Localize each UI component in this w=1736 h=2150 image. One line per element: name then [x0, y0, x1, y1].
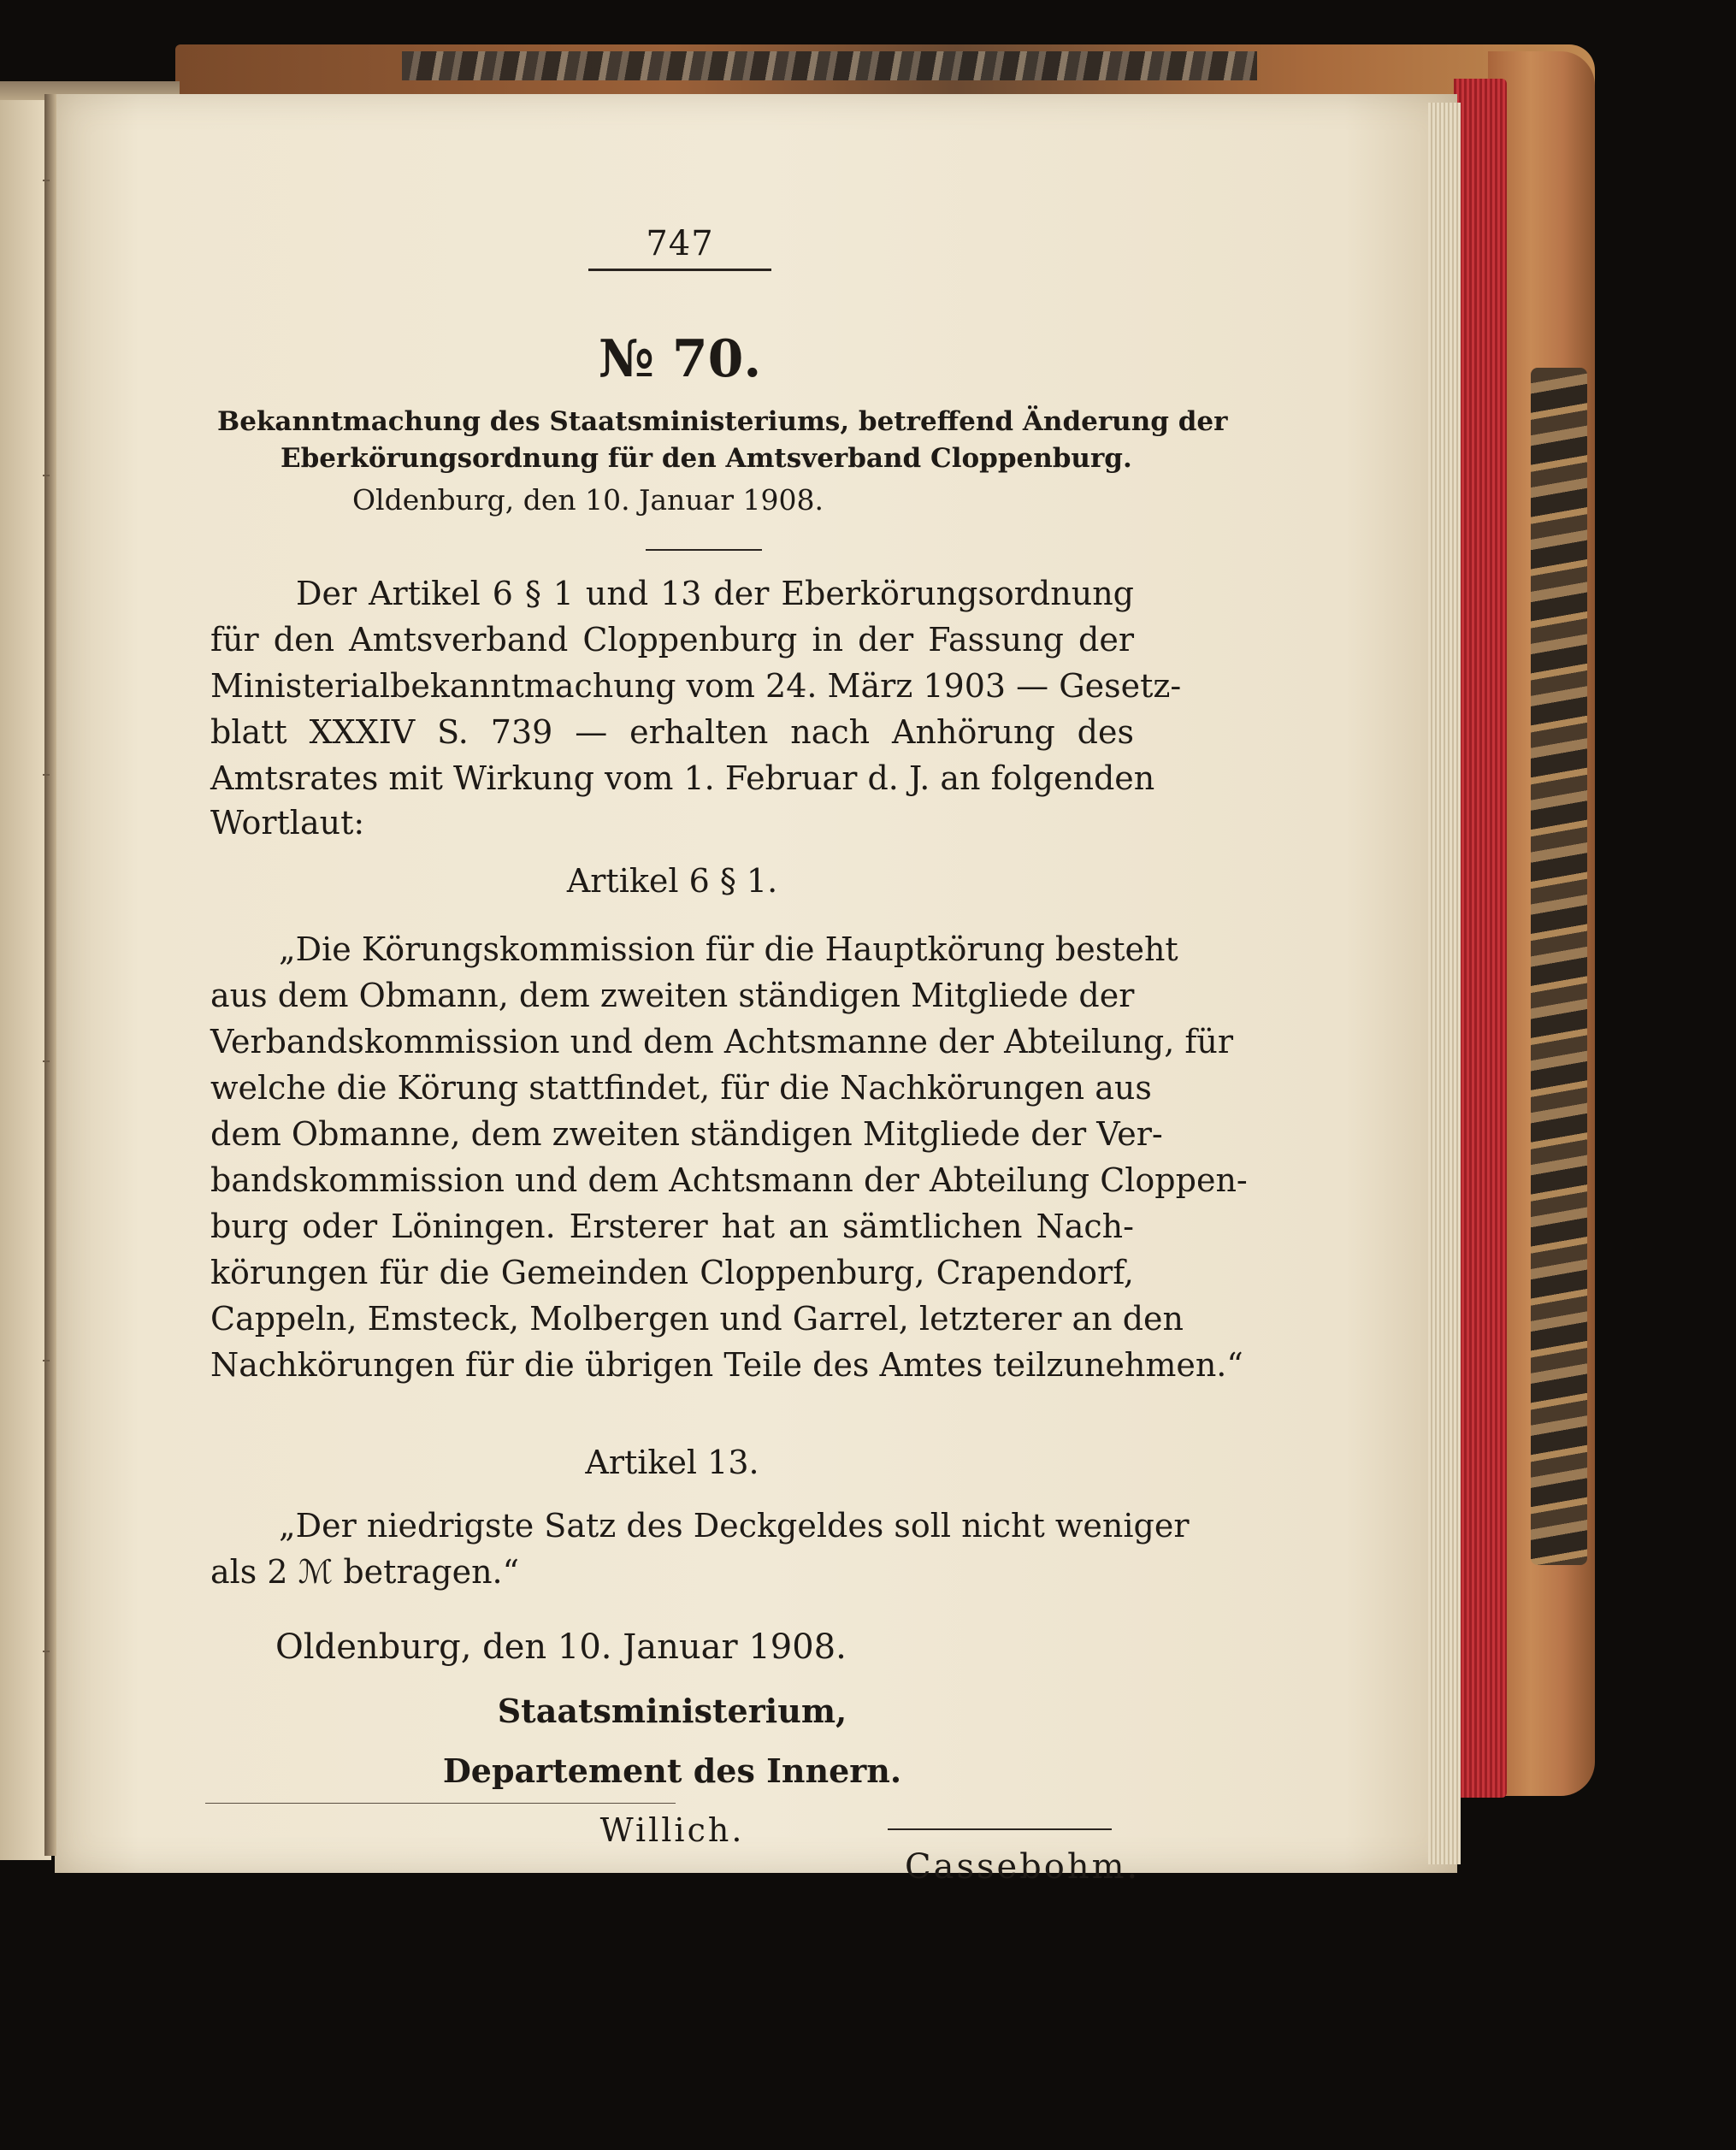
notice-title-line: Eberkörungsordnung für den Amtsverband Cloppenburg.: [280, 443, 1132, 474]
binding-stitch: [43, 1360, 50, 1361]
article-13-heading: Artikel 13.: [585, 1444, 759, 1481]
notice-number: № 70.: [598, 329, 762, 389]
binding-stitch: [43, 774, 50, 776]
binding-stitch: [43, 1060, 50, 1062]
notice-date-line: Oldenburg, den 10. Januar 1908.: [352, 483, 824, 517]
intro-line: Wortlaut:: [210, 804, 365, 842]
signature-department: Departement des Innern.: [442, 1751, 902, 1790]
binding-gutter: [44, 94, 56, 1856]
article-13-line: „Der niedrigste Satz des Deckgeldes soll nicht weniger: [279, 1507, 1190, 1545]
article-6-line: körungen für die Gemeinden Cloppenburg, Crapendorf,: [210, 1254, 1134, 1291]
left-page-sliver: [0, 81, 51, 1860]
article-6-line: „Die Körungskommission für die Hauptkörung besteht: [279, 930, 1178, 968]
secondary-signature: Cassebohm.: [905, 1847, 1141, 1887]
binding-stitch: [43, 1651, 50, 1652]
intro-line: blatt XXXIV S. 739 — erhalten nach Anhörung des: [210, 713, 1134, 751]
page-stack-edge: [1428, 103, 1461, 1864]
article-6-line: Verbandskommission und dem Achtsmanne der Abteilung, für: [210, 1023, 1234, 1060]
intro-line: Amtsrates mit Wirkung vom 1. Februar d. J. an folgenden: [210, 759, 1155, 797]
red-page-edges: [1454, 79, 1507, 1798]
article-6-line: bandskommission und dem Achtsmann der Abteilung Cloppen-: [210, 1161, 1248, 1199]
article-6-line: Nachkörungen für die übrigen Teile des Amtes teilzunehmen.“: [210, 1346, 1243, 1384]
binding-stitch: [43, 180, 50, 181]
faint-rule: [205, 1803, 676, 1804]
page-number: 747: [646, 224, 714, 263]
header-rule: [646, 549, 762, 551]
signature-ministry: Staatsministerium,: [497, 1692, 847, 1730]
article-13-line: als 2 ℳ betragen.“: [210, 1553, 520, 1591]
secondary-signature-rule: [888, 1828, 1112, 1830]
intro-line: Ministerialbekanntmachung vom 24. März 1903 — Gesetz-: [210, 667, 1182, 705]
intro-line: für den Amtsverband Cloppenburg in der Fassung der: [210, 621, 1134, 659]
signature-name: Willich.: [599, 1811, 745, 1849]
intro-line: Der Artikel 6 § 1 und 13 der Eberkörungsordnung: [296, 575, 1134, 612]
marbled-cover-side: [1531, 368, 1587, 1565]
article-6-heading: Artikel 6 § 1.: [566, 862, 778, 900]
article-6-line: welche die Körung stattfindet, für die Nachkörungen aus: [210, 1069, 1152, 1107]
article-6-line: Cappeln, Emsteck, Molbergen und Garrel, letzterer an den: [210, 1300, 1184, 1338]
binding-stitch: [43, 475, 50, 476]
closing-place-date: Oldenburg, den 10. Januar 1908.: [275, 1627, 847, 1667]
page-number-rule: [588, 269, 771, 271]
article-6-line: burg oder Löningen. Ersterer hat an sämtlichen Nach-: [210, 1208, 1134, 1245]
notice-title-line: Bekanntmachung des Staatsministeriums, betreffend Änderung der: [217, 406, 1228, 437]
marbled-cover-top: [402, 51, 1257, 80]
article-6-line: aus dem Obmann, dem zweiten ständigen Mitgliede der: [210, 977, 1135, 1014]
article-6-line: dem Obmanne, dem zweiten ständigen Mitgliede der Ver-: [210, 1115, 1163, 1153]
